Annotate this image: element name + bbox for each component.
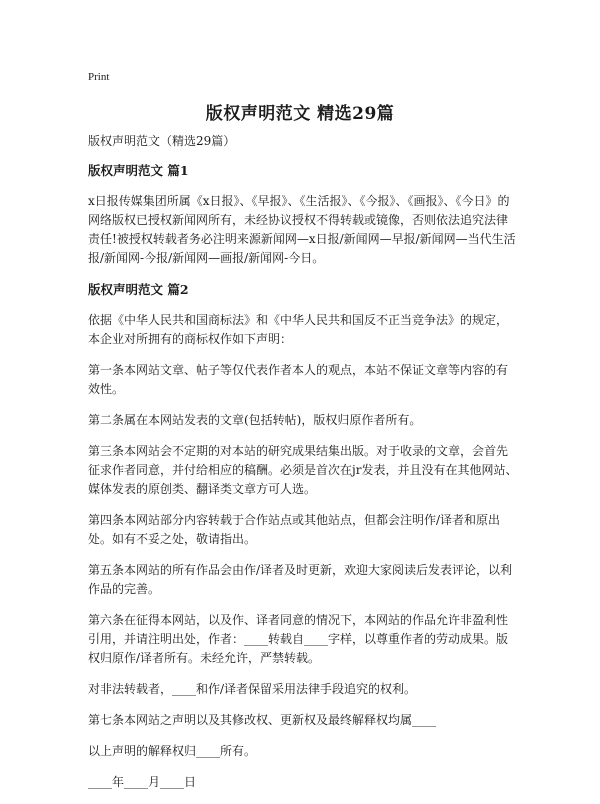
section-2-clause-7: 第七条本网站之声明以及其修改权、更新权及最终解释权均属____ [88, 713, 437, 727]
section-2-illegal-reprint: 对非法转载者，____和作/译者保留采用法律手段追究的权利。 [88, 682, 417, 696]
section-2-clause-3: 第三条本网站会不定期的对本站的研究成果结集出版。对于收录的文章，会首先征求作者同意，并付给相应的稿酬。必须是首次在jr发表，并且没有在其他网站、媒体发表的原创类、翻译类文章方可人选。 [88, 444, 518, 496]
section-2-clause-5: 第五条本网站的所有作品会由作/译者及时更新，欢迎大家阅读后发表评论，以利作品的完善。 [88, 563, 513, 596]
section-2-interpretation: 以上声明的解释权归____所有。 [88, 744, 257, 758]
section-2-clause-4: 第四条本网站部分内容转载于合作站点或其他站点，但都会注明作/译者和原出处。如有不妥之处，敬请指出。 [88, 513, 501, 546]
document-body [88, 132, 518, 804]
document-subtitle: 版权声明范文（精选29篇） [88, 134, 236, 148]
document-title: 版权声明范文 精选29篇 [205, 104, 395, 124]
section-2-paragraph-preamble: 依据《中华人民共和国商标法》和《中华人民共和国反不正当竞争法》的规定，本企业对所拥有的商标权作如下声明： [88, 313, 509, 346]
section-1-paragraph: x日报传媒集团所属《x日报》、《早报》、《生活报》、《今报》、《画报》、《今日》的网络版权已授权新闻网所有，未经协议授权不得转载或镜像，否则依法追究法律责任!被授权转载者务必注明来源新闻网—x日报/新闻网—早报/新闻网—当代生活报/新闻网-今报/新闻网—画报/新闻网-今日。 [88, 194, 516, 265]
print-label: Print [88, 71, 110, 83]
section-2-heading: 版权声明范文 篇2 [88, 282, 189, 297]
section-2-clause-1: 第一条本网站文章、帖子等仅代表作者本人的观点，本站不保证文章等内容的有效性。 [88, 363, 509, 396]
section-2-clause-6: 第六条在征得本网站，以及作、译者同意的情况下，本网站的作品允许非盈利性引用，并请注明出处，作者：____转载自____字样，以尊重作者的劳动成果。版权归原作/译者所有。未经允许，严禁转载。 [88, 613, 509, 665]
section-1-heading: 版权声明范文 篇1 [88, 163, 189, 178]
section-2-clause-2: 第二条属在本网站发表的文章(包括转帖)，版权归原作者所有。 [88, 413, 422, 427]
section-2-date-line: ____年____月____日 [88, 775, 197, 789]
